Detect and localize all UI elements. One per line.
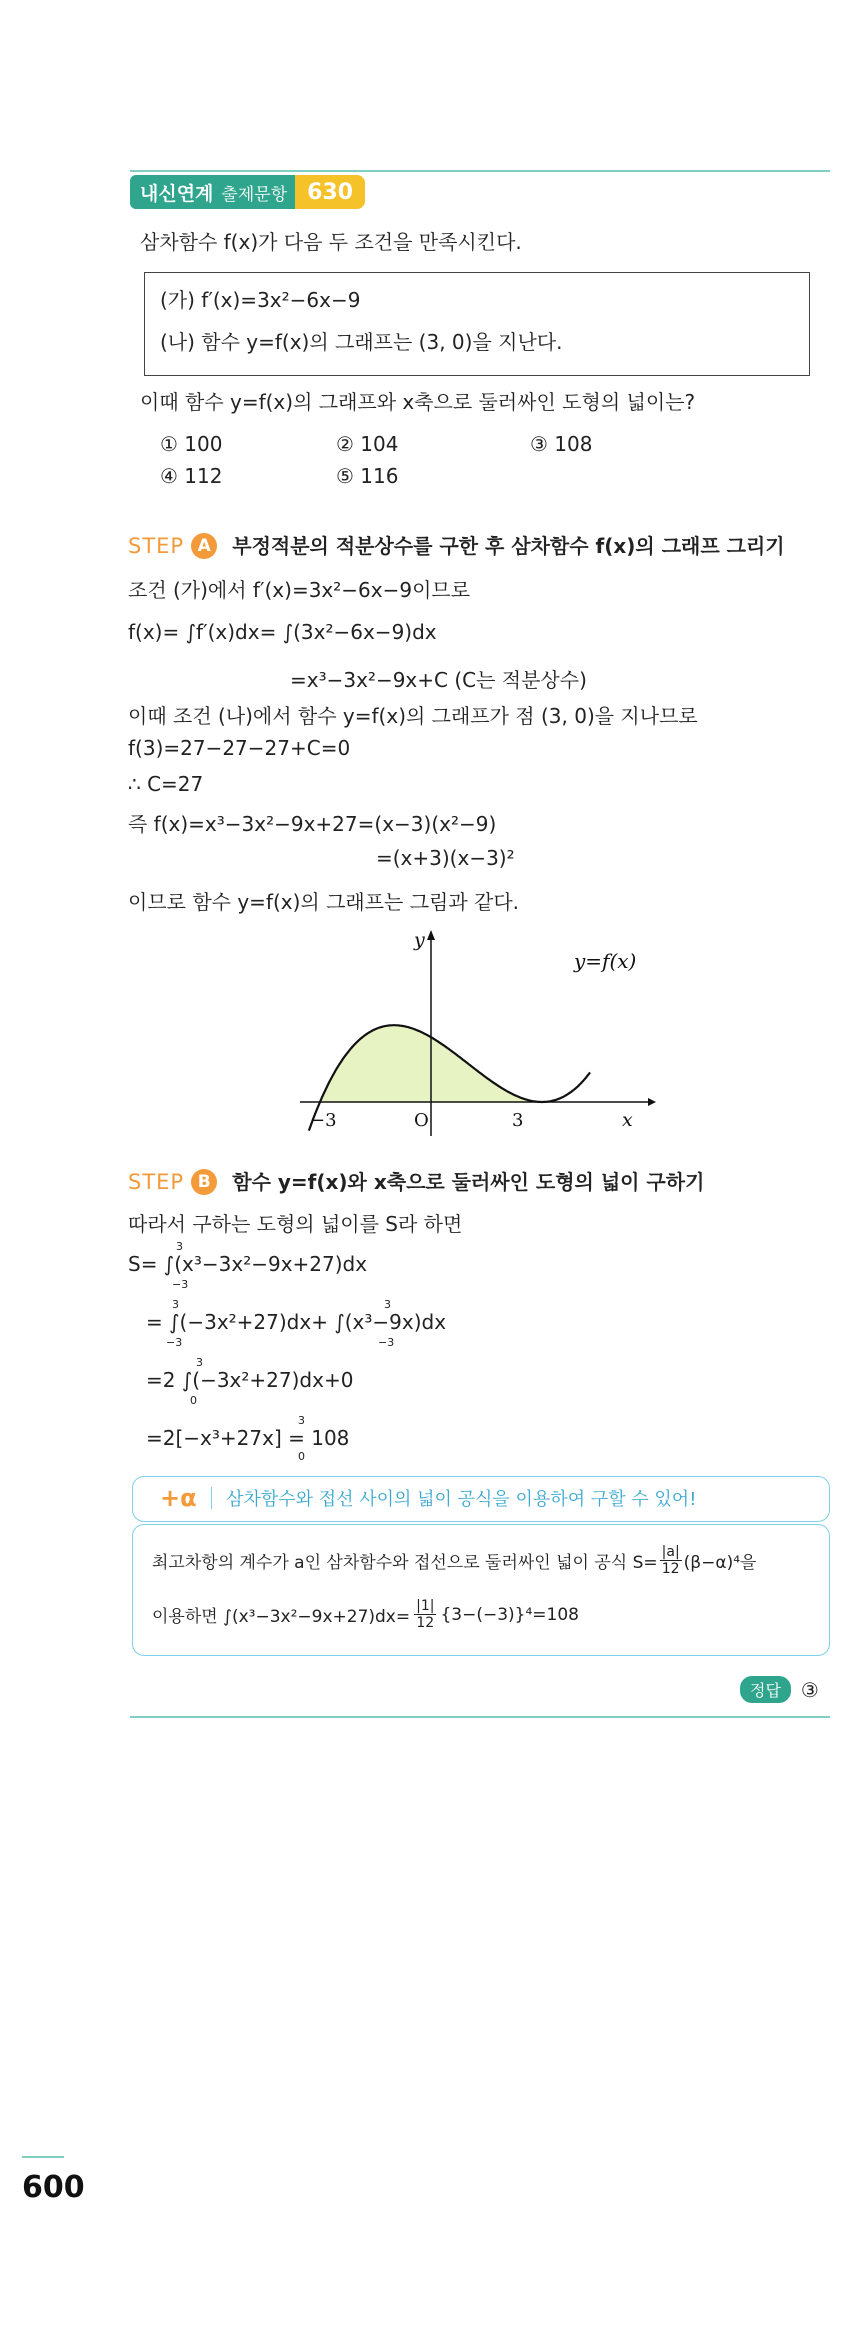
choice-5: ⑤ 116	[336, 464, 399, 488]
tip-line-1-text: 최고차항의 계수가 a인 삼차함수와 접선으로 둘러싸인 넓이 공식 S=	[152, 1553, 658, 1573]
tip-line-2	[152, 1598, 579, 1631]
step-a-line-9: 이므로 함수 y=f(x)의 그래프는 그림과 같다.	[128, 890, 520, 914]
step-b-letter: B	[191, 1169, 217, 1195]
answer-label: 정답	[740, 1676, 791, 1703]
step-a-line-7: 즉 f(x)=x³−3x²−9x+27=(x−3)(x²−9)	[128, 812, 497, 836]
step-a-label: STEP	[128, 534, 185, 558]
step-b-line-5: =2[−x³+27x] = 108	[146, 1426, 350, 1450]
limit-lower-3: −3	[378, 1336, 395, 1349]
page-number-rule	[22, 2156, 64, 2158]
step-b-heading	[128, 1166, 704, 1195]
tip-line-1-suffix: (β−α)⁴을	[683, 1553, 757, 1573]
tip-fraction-2	[414, 1598, 436, 1631]
limit-upper-2: 3	[172, 1298, 179, 1311]
limit-upper-5: 3	[298, 1414, 305, 1427]
tip-frac-2-den: 12	[416, 1615, 435, 1631]
choice-4: ④ 112	[160, 464, 223, 488]
step-b-line-3: = ∫(−3x²+27)dx+ ∫(x³−9x)dx	[146, 1310, 447, 1334]
choice-2: ② 104	[336, 432, 399, 456]
problem-question: 이때 함수 y=f(x)의 그래프와 x축으로 둘러싸인 도형의 넓이는?	[140, 390, 696, 414]
tip-line-2-text: 이용하면 ∫(x³−3x²−9x+27)dx=	[152, 1607, 411, 1627]
tick-3: 3	[512, 1110, 524, 1131]
condition-a: (가) f′(x)=3x²−6x−9	[160, 288, 361, 312]
step-a-line-1: 조건 (가)에서 f′(x)=3x²−6x−9이므로	[128, 578, 471, 602]
tip-line-2-suffix: {3−(−3)}⁴=108	[440, 1604, 579, 1625]
step-a-line-2: f(x)= ∫f′(x)dx= ∫(3x²−6x−9)dx	[128, 620, 437, 644]
tick-neg3: −3	[310, 1110, 337, 1131]
answer	[740, 1676, 819, 1703]
step-b-line-1: 따라서 구하는 도형의 넓이를 S라 하면	[128, 1212, 463, 1236]
limit-lower-1: −3	[172, 1278, 189, 1291]
choice-3: ③ 108	[530, 432, 593, 456]
problem-number: 630	[295, 175, 365, 209]
condition-b: (나) 함수 y=f(x)의 그래프는 (3, 0)을 지난다.	[160, 330, 563, 354]
tip-frac-1-den: 12	[661, 1561, 680, 1577]
curve-label: y=f(x)	[574, 949, 637, 973]
bottom-divider	[130, 1716, 830, 1718]
answer-value: ③	[800, 1677, 819, 1702]
tip-line-1	[152, 1544, 756, 1577]
plus-alpha-icon: +α	[160, 1484, 197, 1512]
step-a-line-6: ∴ C=27	[128, 772, 204, 796]
step-a-line-5: f(3)=27−27−27+C=0	[128, 736, 351, 760]
tip-header	[160, 1484, 696, 1512]
x-axis-arrow	[648, 1098, 656, 1106]
choice-1: ① 100	[160, 432, 223, 456]
badge-title: 내신연계	[130, 175, 221, 209]
top-divider	[130, 170, 830, 172]
limit-upper-3: 3	[384, 1298, 391, 1311]
tip-frac-2-num: |1|	[416, 1598, 435, 1614]
origin-label: O	[414, 1110, 429, 1131]
x-axis-label: x	[622, 1109, 633, 1131]
y-axis-label: y	[414, 929, 425, 951]
limit-lower-2: −3	[166, 1336, 183, 1349]
step-a-title: 부정적분의 적분상수를 구한 후 삼차함수 f(x)의 그래프 그리기	[232, 534, 785, 558]
step-b-label: STEP	[128, 1170, 185, 1194]
step-b-line-4: =2 ∫(−3x²+27)dx+0	[146, 1368, 354, 1392]
limit-upper-4: 3	[196, 1356, 203, 1369]
step-a-line-8: =(x+3)(x−3)²	[376, 846, 515, 870]
cubic-graph	[280, 924, 680, 1140]
tip-frac-1-num: |a|	[661, 1544, 680, 1560]
limit-upper-1: 3	[176, 1240, 183, 1253]
step-a-line-3: =x³−3x²−9x+C (C는 적분상수)	[290, 668, 587, 692]
tip-separator	[211, 1487, 213, 1509]
problem-intro: 삼차함수 f(x)가 다음 두 조건을 만족시킨다.	[140, 230, 522, 254]
limit-lower-4: 0	[190, 1394, 197, 1407]
step-a-heading	[128, 530, 785, 559]
y-axis-arrow	[427, 930, 435, 940]
tip-heading: 삼차함수와 접선 사이의 넓이 공식을 이용하여 구할 수 있어!	[226, 1489, 697, 1510]
step-b-line-2: S= ∫(x³−3x²−9x+27)dx	[128, 1252, 368, 1276]
tip-fraction-1	[660, 1544, 682, 1577]
step-b-title: 함수 y=f(x)와 x축으로 둘러싸인 도형의 넓이 구하기	[232, 1170, 705, 1194]
badge-subtitle: 출제문항	[221, 175, 295, 209]
step-a-line-4: 이때 조건 (나)에서 함수 y=f(x)의 그래프가 점 (3, 0)을 지나므로	[128, 704, 698, 728]
limit-lower-5: 0	[298, 1450, 305, 1463]
step-a-letter: A	[191, 533, 217, 559]
problem-badge	[130, 174, 365, 210]
page-number: 600	[22, 2170, 85, 2205]
